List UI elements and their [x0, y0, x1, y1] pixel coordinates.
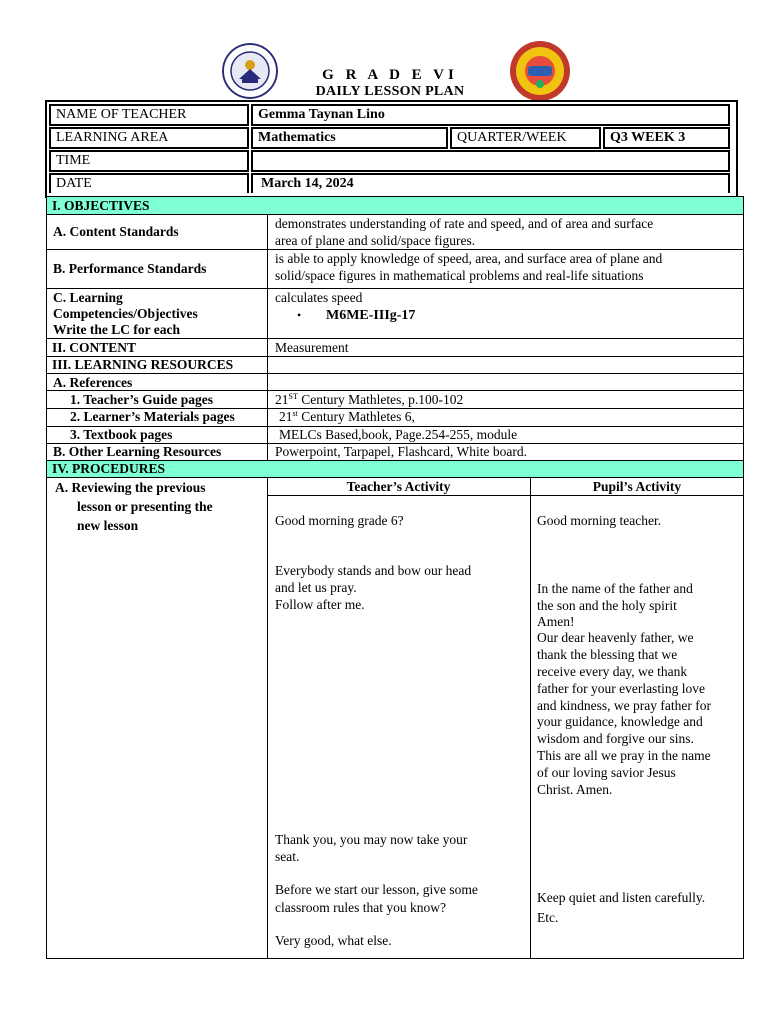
review-label-line2: lesson or presenting the	[77, 499, 213, 514]
teacher-line: Everybody stands and bow our head	[275, 563, 472, 578]
lc-value: calculates speed	[275, 290, 363, 305]
pupil-line: and kindness, we pray father for	[537, 698, 711, 713]
pupil-line: your guidance, knowledge and	[537, 714, 703, 729]
teacher-line: seat.	[275, 849, 300, 864]
lm-value: 21st Century Mathletes 6,	[279, 409, 415, 424]
area-label: LEARNING AREA	[49, 127, 249, 149]
quarter-label: QUARTER/WEEK	[450, 127, 601, 149]
pupil-line: Our dear heavenly father, we	[537, 630, 694, 645]
time-value	[251, 150, 730, 172]
teacher-line: classroom rules that you know?	[275, 900, 446, 915]
lc-label-line3: Write the LC for each	[53, 322, 180, 337]
pupil-line: receive every day, we thank	[537, 664, 688, 679]
date-value: March 14, 2024	[251, 173, 730, 193]
bullet-icon: •	[297, 308, 302, 322]
lm-label: 2. Learner’s Materials pages	[70, 409, 235, 424]
teacher-line: Very good, what else.	[275, 933, 392, 948]
pupil-line: Etc.	[537, 910, 559, 925]
references-label: A. References	[53, 375, 133, 390]
teacher-line: Before we start our lesson, give some	[275, 882, 478, 897]
content-value: Measurement	[275, 340, 349, 355]
pupil-line: father for your everlasting love	[537, 681, 705, 696]
teacher-line: and let us pray.	[275, 580, 357, 595]
content-label: II. CONTENT	[52, 340, 137, 355]
objectives-band	[47, 197, 743, 214]
objectives-heading: I. OBJECTIVES	[52, 198, 150, 213]
plan-title: DAILY LESSON PLAN	[315, 84, 465, 99]
other-value: Powerpoint, Tarpapel, Flashcard, White board.	[275, 444, 527, 459]
tg-label: 1. Teacher’s Guide pages	[70, 392, 214, 407]
performance-line2: solid/space figures in mathematical problems and real-life situations	[275, 268, 644, 283]
performance-line1: is able to apply knowledge of speed, area, and surface area of plane and	[275, 251, 663, 266]
area-value: Mathematics	[251, 127, 448, 149]
resources-heading: III. LEARNING RESOURCES	[52, 357, 234, 372]
teacher-value: Gemma Taynan Lino	[251, 104, 730, 126]
performance-label: B. Performance Standards	[53, 261, 207, 276]
content-standards-label: A. Content Standards	[53, 224, 179, 239]
pupil-line: wisdom and forgive our sins.	[537, 731, 694, 746]
pupil-line: Christ. Amen.	[537, 782, 613, 797]
review-label-line3: new lesson	[77, 518, 139, 533]
pupil-line: This are all we pray in the name	[537, 748, 711, 763]
pupil-line: the son and the holy spirit	[537, 598, 677, 613]
pupil-line: In the name of the father and	[537, 581, 693, 596]
lc-code: M6ME-IIIg-17	[326, 308, 416, 323]
grade-title: G R A D E VI	[322, 67, 458, 83]
teacher-activity-header: Teacher’s Activity	[346, 479, 451, 494]
time-label: TIME	[49, 150, 249, 172]
pupil-line: thank the blessing that we	[537, 647, 678, 662]
pupil-activity-header: Pupil’s Activity	[592, 479, 682, 494]
pupil-line: Good morning teacher.	[537, 513, 662, 528]
review-label-line1: A. Reviewing the previous	[55, 480, 206, 495]
teacher-label: NAME OF TEACHER	[49, 104, 249, 126]
pupil-line: of our loving savior Jesus	[537, 765, 676, 780]
tb-label: 3. Textbook pages	[70, 427, 173, 442]
content-standards-line1: demonstrates understanding of rate and speed, and of area and surface	[275, 216, 654, 231]
lc-label-line2: Competencies/Objectives	[53, 306, 198, 321]
pupil-line: Amen!	[537, 614, 575, 629]
teacher-line: Follow after me.	[275, 597, 365, 612]
pupil-line: Keep quiet and listen carefully.	[537, 890, 706, 905]
teacher-line: Good morning grade 6?	[275, 513, 404, 528]
quarter-value: Q3 WEEK 3	[603, 127, 730, 149]
other-label: B. Other Learning Resources	[53, 444, 222, 459]
lc-label-line1: C. Learning	[53, 290, 123, 305]
date-label: DATE	[49, 173, 249, 193]
tg-value: 21ST Century Mathletes, p.100-102	[275, 392, 464, 407]
tb-value: MELCs Based,book, Page.254-255, module	[279, 427, 518, 442]
content-standards-line2: area of plane and solid/space figures.	[275, 233, 476, 248]
teacher-line: Thank you, you may now take your	[275, 832, 468, 847]
procedures-heading: IV. PROCEDURES	[52, 461, 166, 476]
